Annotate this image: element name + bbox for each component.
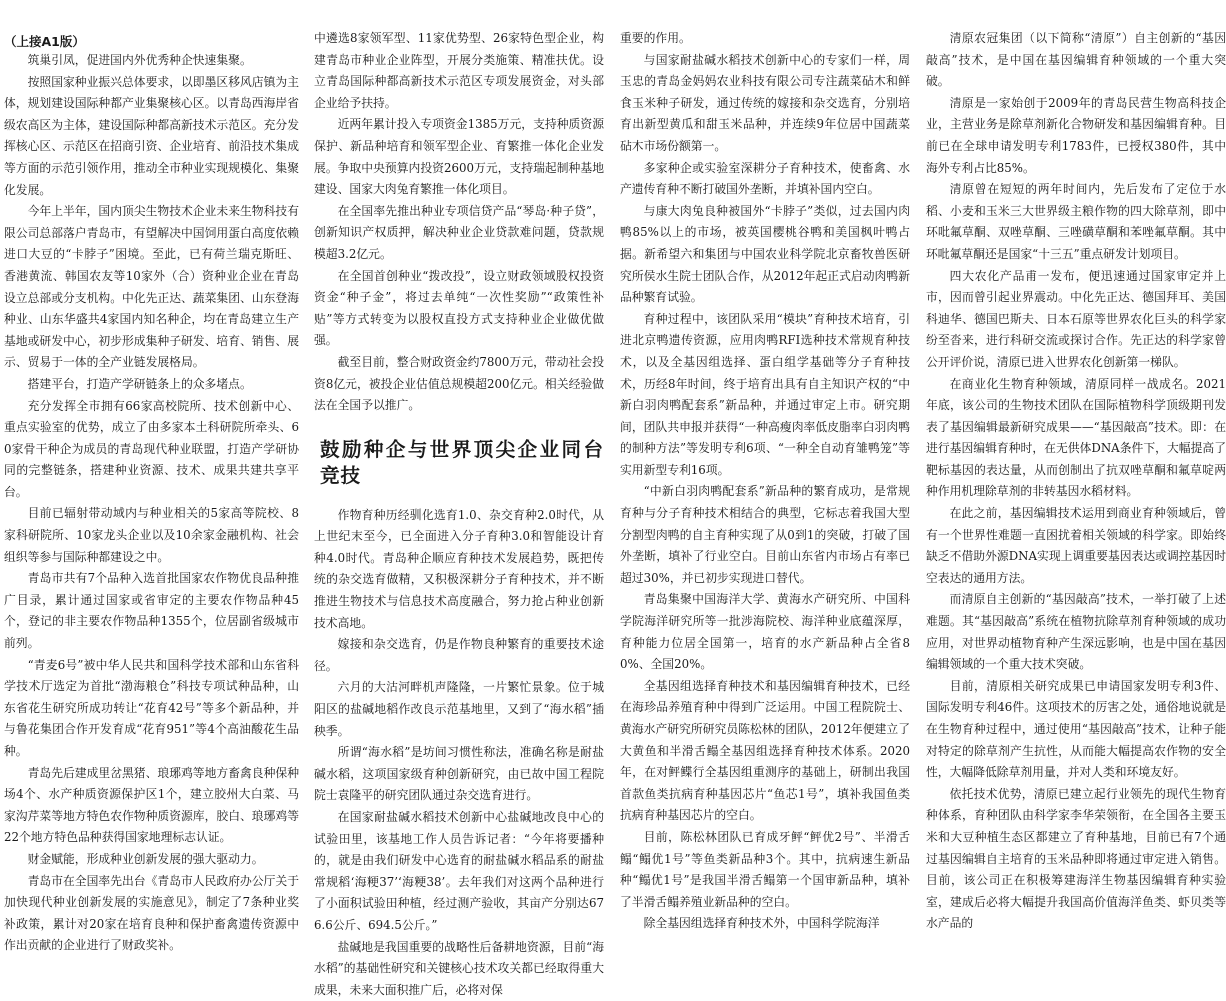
paragraph: 六月的大沽河畔机声隆隆，一片繁忙景象。位于城阳区的盐碱地稻作改良示范基地里，又到了“海水稻”插秧季。 <box>314 680 604 738</box>
paragraph: 与康大肉兔良种被国外“卡脖子”类似，过去国内肉鸭85%以上的市场，被英国樱桃谷鸭和美国枫叶鸭占据。新希望六和集团与中国农业科学院北京畜牧兽医研究所侯水生院士团队合作，从2012年起正式启动肉鸭新品种繁育试验。 <box>620 203 910 305</box>
paragraph: 青岛市共有7个品种入选首批国家农作物优良品种推广目录，累计通过国家或省审定的主要农作物品种45个，登记的非主要农作物品种1355个，位居副省级城市前列。 <box>4 571 299 651</box>
paragraph: 近两年累计投入专项资金1385万元，支持种质资源保护、新品种培育和领军型企业、育繁推一体化企业发展。争取中央预算内投资2600万元，支持瑞起制种基地建设、国家大肉兔育繁推一体化项目。 <box>314 117 604 197</box>
paragraph: 清原曾在短短的两年时间内，先后发布了定位于水稻、小麦和玉米三大世界级主粮作物的四大除草剂，即中环吡氟草酮、双唑草酮、三唑磺草酮和苯唑氟草酮。其中环吡氟草酮还是国家“十三五”重点研发计划项目。 <box>926 182 1226 261</box>
paragraph: “中新白羽肉鸭配套系”新品种的繁育成功，是常规育种与分子育种技术相结合的典型，它标志着我国大型分割型肉鸭的自主育种实现了从0到1的突破，打破了国外垄断，填补了行业空白。目前山东省内市场占有率已超过30%，并已初步实现进口替代。 <box>620 484 910 585</box>
paragraph: 依托技术优势，清原已建立起行业领先的现代生物育种体系，育种团队由科学家李华荣领衔，在全国各主要玉米和大豆种植生态区都建立了育种基地，目前已有7个通过基因编辑自主培育的玉米品种即将通过审定进入销售。目前，该公司正在积极筹建海洋生物基因编辑育种实验室，建成后必将大幅提升我国高价值海洋鱼类、虾贝类等水产品的 <box>926 786 1226 931</box>
paragraph: 目前，陈松林团队已育成牙鲆“鲆优2号”、半滑舌鳎“鳎优1号”等鱼类新品种3个。其中，抗病速生新品种“鳎优1号”是我国半滑舌鳎第一个国审新品种，填补了半滑舌鳎养殖业新品种的空白。 <box>620 829 910 909</box>
paragraph: 所谓“海水稻”是坊间习惯性称法，准确名称是耐盐碱水稻，这项国家级育种创新研究，由已故中国工程院院士袁隆平的研究团队通过杂交选育进行。 <box>314 745 604 803</box>
paragraph: 在商业化生物育种领域，清原同样一战成名。2021年底，该公司的生物技术团队在国际植物科学顶级期刊发表了基因编辑最新研究成果——“基因敲高”技术。即：在进行基因编辑育种时，在无供体DNA条件下，大幅提高了靶标基因的表达量，从而创制出了抗双唑草酮和氟草啶两种作用机理除草剂的非转基因水稻材料。 <box>926 376 1226 499</box>
paragraph: 今年上半年，国内顶尖生物技术企业未来生物科技有限公司总部落户青岛市，有望解决中国饲用蛋白高度依赖进口大豆的“卡脖子”困境。至此，已有荷兰瑞克斯旺、香港黄流、韩国农友等10家外（合）资种业企业在青岛设立总部或分支机构。中化先正达、蔬菜集团、山东登海种业、山东华盛共4家国内知名种企，均在青岛建立生产基地或研发中心，初步形成集种子研发、培育、销售、展示、贸易于一体的全产业链发展格局。 <box>4 204 299 370</box>
paragraph: 青岛集聚中国海洋大学、黄海水产研究所、中国科学院海洋研究所等一批涉海院校、海洋种业底蕴深厚，育种能力位居全国第一，培育的水产新品种占全省80%、全国20%。 <box>620 592 910 672</box>
paragraph: 财金赋能，形成种业创新发展的强大驱动力。 <box>27 851 264 866</box>
paragraph: 除全基因组选择育种技术外，中国科学院海洋 <box>643 916 880 931</box>
continued-from-label: （上接A1版） <box>4 34 85 49</box>
paragraph: 截至目前，整合财政资金约7800万元，带动社会投资8亿元，被投企业估值总规模超200亿元。相关经验做法在全国予以推广。 <box>314 354 604 413</box>
column-4 <box>926 28 1226 931</box>
paragraph: 中遴选8家领军型、11家优势型、26家特色型企业，构建青岛市种业企业阵型，开展分类施策、精准扶优。设立青岛国际种都高新技术示范区专项发展资金，对头部企业给予扶持。 <box>314 31 604 110</box>
paragraph: 青岛市在全国率先出台《青岛市人民政府办公厅关于加快现代种业创新发展的实施意见》，制定了7条种业奖补政策，累计对20家在培育良种和保护畜禽遗传资源中作出贡献的企业进行了财政奖补。 <box>4 873 299 953</box>
paragraph: 在国家耐盐碱水稻技术创新中心盐碱地改良中心的试验田里，该基地工作人员告诉记者：“今年将要播种的，就是由我们研发中心选育的耐盐碱水稻品系的耐盐常规稻‘海粳37’‘海粳38’。去年我们对这两个品种进行了小面积试验田种植，经过测产验收，其亩产分别达676.6公斤、694.5公斤。” <box>314 810 604 932</box>
column-3 <box>620 28 910 931</box>
paragraph: 清原农冠集团（以下简称“清原”）自主创新的“基因敲高”技术，是中国在基因编辑育种领域的一个重大突破。 <box>926 31 1226 89</box>
paragraph: 嫁接和杂交选育，仍是作物良种繁育的重要技术途径。 <box>314 637 604 673</box>
paragraph: 在全国首创种业“拨改投”，设立财政领域股权投资资金“种子金”，将过去单纯“一次性奖励”“政策性补贴”等方式转变为以股权直投方式支持种业企业做优做强。 <box>314 268 604 348</box>
paragraph: 在全国率先推出种业专项信贷产品“琴岛·种子贷”，创新知识产权质押，解决种业企业贷款难问题，贷款规模超3.2亿元。 <box>314 203 604 261</box>
paragraph: 盐碱地是我国重要的战略性后备耕地资源，目前“海水稻”的基础性研究和关键核心技术攻关都已经取得重大成果，未来大面积推广后，必将对保 <box>314 939 604 997</box>
column-2-bottom <box>314 505 604 1001</box>
paragraph: 青岛先后建成里岔黑猪、琅琊鸡等地方畜禽良种保种场4个、水产种质资源保护区1个，建立胶州大白菜、马家沟芹菜等地方特色农作物种质资源库，胶白、琅琊鸡等22个地方特色品种获得国家地理标志认证。 <box>4 765 299 845</box>
paragraph: 育种过程中，该团队采用“模块”育种技术培育，引进北京鸭遗传资源，应用肉鸭RFI选种技术常规育种技术，以及全基因组选择、蛋白组学基础等分子育种技术，历经8年时间，终于培育出具有自主知识产权的“中新白羽肉鸭配套系”新品种，并通过审定上市。研究期间，团队共申报并获得“一种高瘦肉率低皮脂率白羽肉鸭的制种方法”等发明专利6项、“一种全自动育雏鸭笼”等实用新型专利16项。 <box>620 311 910 477</box>
paragraph: 四大农化产品甫一发布，便迅速通过国家审定并上市，因而曾引起业界震动。中化先正达、德国拜耳、美国科迪华、德国巴斯夫、日本石原等世界农化巨头的科学家纷至沓来，进行科研交流或探讨合作。先正达的科学家曾公开评价说，清原已进入世界农化创新第一梯队。 <box>926 268 1226 369</box>
paragraph: 多家种企或实验室深耕分子育种技术，使畜禽、水产遗传育种不断打破国外垄断，并填补国内空白。 <box>620 160 910 197</box>
paragraph: 目前已辐射带动域内与种业相关的5家高等院校、8家科研院所、10家龙头企业以及10余家金融机构、社会组织等参与国际种都建设之中。 <box>4 506 299 564</box>
paragraph: 筑巢引凤，促进国内外优秀种企快速集聚。 <box>27 53 252 67</box>
paragraph: 搭建平台，打造产学研链条上的众多堵点。 <box>27 376 252 391</box>
paragraph: 目前，清原相关研究成果已申请国家发明专利3件、国际发明专利46件。这项技术的厉害之处，通俗地说就是在生物育种过程中，通过使用“基因敲高”技术，让种子能对特定的除草剂产生抗性，从而能大幅提高农作物的安全性，大幅降低除草剂用量，并对人类和环境友好。 <box>926 678 1226 780</box>
paragraph: 重要的作用。 <box>620 31 691 45</box>
column-2-top <box>314 28 604 417</box>
paragraph: 全基因组选择育种技术和基因编辑育种技术，已经在海珍品养殖育种中得到广泛运用。中国工程院院士、黄海水产研究所研究员陈松林的团队，2012年便建立了大黄鱼和半滑舌鳎全基因组选择育种技术体系。2020年，在对鲆鲽行全基因组重测序的基础上，研制出我国首款鱼类抗病育种基因芯片“鱼芯1号”，填补我国鱼类抗病育种基因芯片的空白。 <box>620 678 910 823</box>
section-headline: 鼓励种企与世界顶尖企业同台竞技 <box>320 437 604 487</box>
paragraph: 在此之前，基因编辑技术运用到商业育种领域后，曾有一个世界性难题一直困扰着相关领域的科学家。即始终缺乏不借助外源DNA实现上调重要基因表达或调控基因时空表达的通用方法。 <box>926 506 1226 585</box>
paragraph: 按照国家种业振兴总体要求，以即墨区移风店镇为主体，规划建设国际种都产业集聚核心区。以青岛西海岸省级农高区为主体，建设国际种都高新技术示范区。充分发挥核心区、示范区在招商引资、企业培育、前沿技术集成等方面的示范引领作用，推动全市种业实现规模化、集聚化发展。 <box>4 74 299 197</box>
paragraph: “青麦6号”被中华人民共和国科学技术部和山东省科学技术厅选定为首批“渤海粮仓”科技专项试种品种，山东省花生研究所成功转让“花育42号”等多个新品种，并与鲁花集团合作开发育成“花育951”等4个高油酸花生品种。 <box>4 657 299 758</box>
paragraph: 作物育种历经驯化选育1.0、杂交育种2.0时代，从上世纪末至今，已全面进入分子育种3.0和智能设计育种4.0时代。青岛种企顺应育种技术发展趋势，既把传统的杂交选育做精，又积极深耕分子育种技术，并不断推进生物技术与信息技术高度融合，努力抢占种业创新技术高地。 <box>314 507 604 630</box>
column-2 <box>314 28 604 997</box>
paragraph: 充分发挥全市拥有66家高校院所、技术创新中心、重点实验室的优势，成立了由多家本土科研院所牵头、60家骨干种企为成员的青岛现代种业联盟，打造产学研协同的完整链条，搭建种业资源、技术、成果共建共享平台。 <box>4 398 299 499</box>
paragraph: 清原是一家始创于2009年的青岛民营生物高科技企业，主营业务是除草剂新化合物研发和基因编辑育种。目前已在全球申请发明专利1783件，已授权380件，其中海外专利占比85%。 <box>926 95 1226 175</box>
column-1 <box>4 50 299 953</box>
paragraph: 而清原自主创新的“基因敲高”技术，一举打破了上述难题。其“基因敲高”系统在植物抗除草剂育种领域的成功应用，对世界动植物育种产生深远影响，也是中国在基因编辑领域的一个重大技术突破。 <box>926 592 1226 672</box>
paragraph: 与国家耐盐碱水稻技术创新中心的专家们一样，周玉忠的青岛金妈妈农业科技有限公司专注蔬菜砧木和鲜食玉米种子研发，通过传统的嫁接和杂交选育，分别培育出新型黄瓜和甜玉米品种，并连续9年位居中国蔬菜砧木市场份额第一。 <box>620 52 910 153</box>
